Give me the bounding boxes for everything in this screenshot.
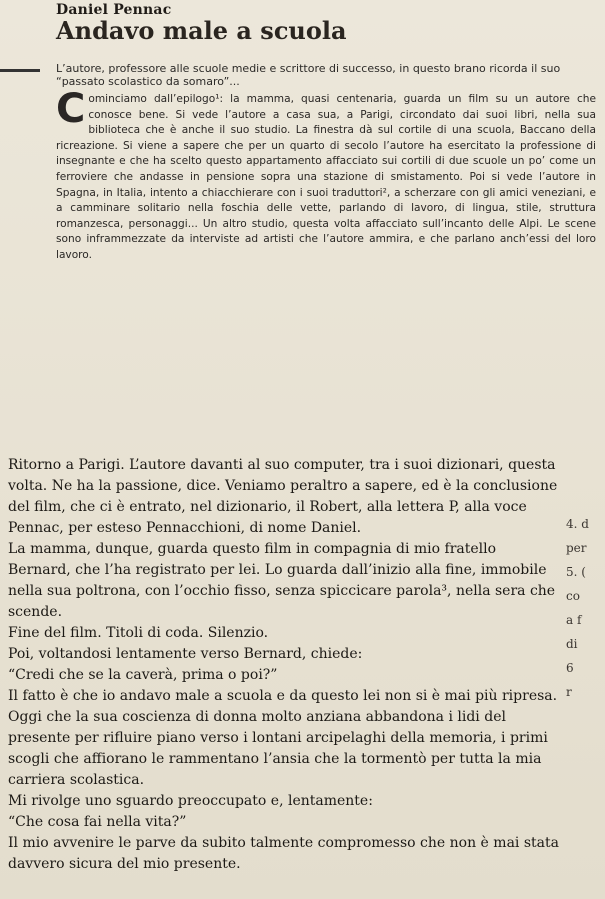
intro-text: L’autore, professore alle scuole medie e scrittore di successo, in questo brano ricorda il suo “passato scolastico da somaro”...	[56, 62, 561, 88]
paragraph: Il mio avvenire le parve da subito talmente compromesso che non è mai stata davvero sicura del mio presente.	[8, 835, 559, 872]
margin-note: di	[566, 637, 578, 651]
margin-note: co	[566, 589, 580, 603]
paragraph: La mamma, dunque, guarda questo film in compagnia di mio fratello Bernard, che l’ha registrato per lei. Lo guarda dall’inizio alla fine, immobile nella sua poltrona, con l’occhio fisso, senza spiccicare parola³, nella sera che scende.	[8, 541, 556, 620]
margin-note: a f	[566, 613, 582, 627]
paragraph: “Credi che se la caverà, prima o poi?”	[8, 667, 278, 683]
paragraph: “Che cosa fai nella vita?”	[8, 814, 187, 830]
margin-note: 6	[566, 661, 574, 675]
paragraph: Ritorno a Parigi. L’autore davanti al suo computer, tra i suoi dizionari, questa volta. Ne ha la passione, dice. Veniamo peraltro a sapere, ed è la conclusione del film, che ci è entrato, nel dizionario, il Robert, alla lettera P, alla voce Pennac, per esteso Pennacchioni, di nome Daniel.	[8, 457, 558, 536]
paragraph: Mi rivolge uno sguardo preoccupato e, lentamente:	[8, 793, 373, 809]
margin-note: 5. (	[566, 565, 586, 579]
page-title: Andavo male a scuola	[56, 16, 347, 45]
section-rule	[0, 69, 40, 72]
margin-note: per	[566, 541, 587, 555]
main-text	[8, 455, 560, 875]
author-name: Daniel Pennac	[56, 2, 172, 18]
summary-box	[56, 86, 596, 264]
paragraph: Fine del film. Titoli di coda. Silenzio.	[8, 625, 269, 641]
dropcap: C	[56, 86, 86, 132]
paragraph: Poi, voltandosi lentamente verso Bernard, chiede:	[8, 646, 363, 662]
margin-notes	[566, 512, 605, 704]
summary-text: ominciamo dall’epilogo¹: la mamma, quasi centenaria, guarda un film su un autore che conosce bene. Si vede l’autore a casa sua, a Parigi, circondato dai suoi libri, nella sua biblioteca che è anche il suo studio. La finestra dà sul cortile di una scuola, Baccano della ricreazione. Si viene a sapere che per un quarto di secolo l’autore ha esercitato la professione di insegnante e che ha scelto questo appartamento affacciato sui cortili di due scuole un po’ come un ferroviere che andasse in pensione sopra una stazione di smistamento. Poi si vede l’autore in Spagna, in Italia, intento a chiacchierare con i suoi traduttori², a scherzare con gli amici veneziani, e a camminare solitario nella foschia delle vette, parlando di lavoro, di lingua, stile, struttura romanzesca, personaggi... Un altro studio, questa volta affacciato sull’incanto delle Alpi. Le scene sono inframmezzate da interviste ad artisti che l’autore ammira, e che parlano anch’essi del loro lavoro.	[56, 93, 596, 261]
margin-note: r	[566, 685, 572, 699]
paragraph: Il fatto è che io andavo male a scuola e da questo lei non si è mai più ripresa. Oggi che la sua coscienza di donna molto anziana abbandona i lidi del presente per rifluire piano verso i lontani arcipelaghi della memoria, i primi scogli che affiorano le rammentano l’ansia che la tormentò per tutta la mia carriera scolastica.	[8, 688, 558, 788]
margin-note: 4. d	[566, 517, 589, 531]
